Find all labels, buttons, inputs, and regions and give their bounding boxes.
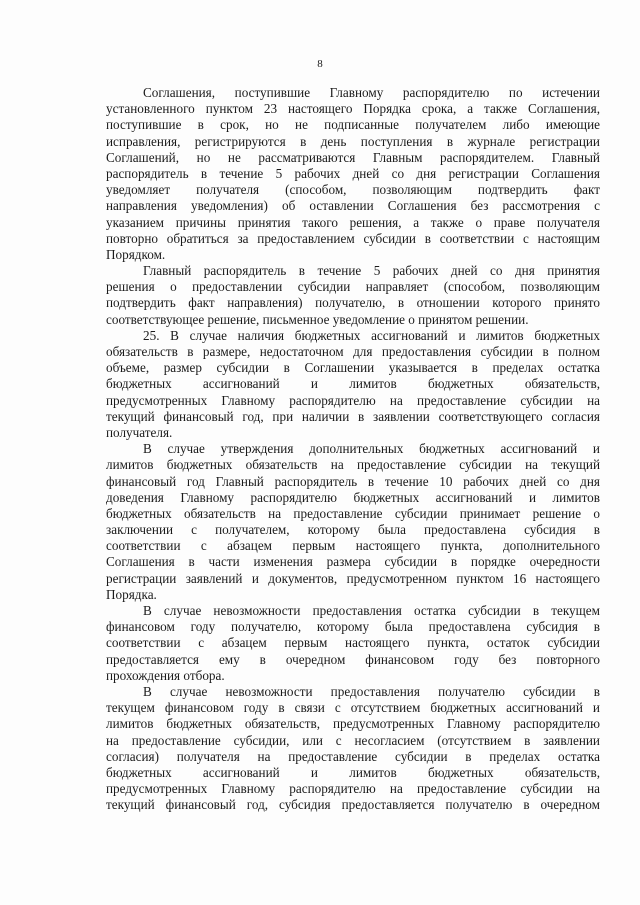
text-line: предусмотренных Главному распорядителю на предоставление субсидии на bbox=[106, 392, 600, 408]
text-line: на предоставление субсидии, или с несогласием (отсутствием в заявлении bbox=[106, 732, 600, 748]
text-line: Главный распорядитель в течение 5 рабочих дней со дня принятия bbox=[143, 263, 600, 279]
text-line: бюджетных обязательств на предоставление субсидии принимает решение о bbox=[106, 505, 600, 521]
paragraph bbox=[106, 441, 600, 603]
text-line: предоставляется ему в очередном финансовом году без повторного bbox=[106, 651, 600, 667]
text-line: предусмотренных Главному распорядителю на предоставление субсидии на bbox=[106, 781, 600, 797]
text-line: регистрации заявлений и документов, предусмотренном пунктом 16 настоящего bbox=[106, 570, 600, 586]
text-line: В случае невозможности предоставления получателю субсидии в bbox=[143, 683, 600, 699]
text-line: текущем финансовом году в связи с отсутствием бюджетных ассигнований и bbox=[106, 700, 600, 716]
paragraph bbox=[106, 603, 600, 684]
text-line: соответствии с абзацем первым настоящего пункта, остаток субсидии bbox=[106, 635, 600, 651]
text-line: установленного пунктом 23 настоящего Порядка срока, а также Соглашения, bbox=[106, 101, 600, 117]
text-line: доведения Главному распорядителю бюджетных ассигнований и лимитов bbox=[106, 489, 600, 505]
text-line: 25. В случае наличия бюджетных ассигнований и лимитов бюджетных bbox=[143, 327, 600, 343]
text-line: финансовый год Главный распорядитель в течение 10 рабочих дней со дня bbox=[106, 473, 600, 489]
text-line: уведомляет получателя (способом, позволяющим подтвердить факт bbox=[106, 182, 600, 198]
text-line: прохождения отбора. bbox=[106, 667, 225, 683]
text-line: лимитов бюджетных обязательств на предоставление субсидии на текущий bbox=[106, 457, 600, 473]
text-line: текущий финансовый год, при наличии в заявлении соответствующего согласия bbox=[106, 408, 600, 424]
paragraph bbox=[106, 85, 600, 263]
text-line: объеме, размер субсидии в Соглашении указывается в пределах остатка bbox=[106, 360, 600, 376]
text-line: указанием причины принятия такого решения, а также о праве получателя bbox=[106, 214, 600, 230]
paragraph bbox=[106, 328, 600, 441]
text-line: бюджетных ассигнований и лимитов бюджетных обязательств, bbox=[106, 764, 600, 780]
text-line: Соглашения в части изменения размера субсидии в порядке очередности bbox=[106, 554, 600, 570]
text-line: Порядком. bbox=[106, 246, 166, 262]
paragraph bbox=[106, 263, 600, 328]
text-line: поступившие в срок, но не подписанные получателем либо имеющие bbox=[106, 117, 600, 133]
text-line: решения о предоставлении субсидии направляет (способом, позволяющим bbox=[106, 279, 600, 295]
text-line: бюджетных ассигнований и лимитов бюджетных обязательств, bbox=[106, 376, 600, 392]
text-line: исправления, регистрируются в день поступления в журнале регистрации bbox=[106, 133, 600, 149]
text-line: Соглашения, поступившие Главному распорядителю по истечении bbox=[143, 85, 600, 100]
text-line: Порядка. bbox=[106, 586, 157, 602]
text-line: направления уведомления) об оставлении Соглашения без рассмотрения с bbox=[106, 198, 600, 214]
text-line: заключении с получателем, которому была предоставлена субсидия в bbox=[106, 522, 600, 538]
text-line: обязательств в размере, недостаточном для предоставления субсидии в полном bbox=[106, 344, 600, 359]
text-line: финансовом году получателю, которому была предоставлена субсидия в bbox=[106, 619, 600, 635]
document-body bbox=[106, 85, 600, 813]
text-line: получателя. bbox=[106, 424, 173, 440]
paragraph bbox=[106, 684, 600, 814]
text-line: соответствии с абзацем первым настоящего пункта, дополнительного bbox=[106, 538, 600, 554]
text-line: распорядитель в течение 5 рабочих дней со дня регистрации Соглашения bbox=[106, 165, 600, 181]
text-line: лимитов бюджетных обязательств, предусмотренных Главному распорядителю bbox=[106, 716, 600, 732]
text-line: В случае невозможности предоставления остатка субсидии в текущем bbox=[143, 603, 600, 618]
text-line: В случае утверждения дополнительных бюджетных ассигнований и bbox=[143, 441, 600, 457]
text-line: подтвердить факт направления) получателю, в отношении которого принято bbox=[106, 295, 600, 311]
text-line: повторно обратиться за предоставлением субсидии в соответствии с настоящим bbox=[106, 230, 600, 246]
text-line: текущий финансовый год, субсидия предоставляется получателю в очередном bbox=[106, 797, 600, 813]
text-line: Соглашений, но не рассматриваются Главным распорядителем. Главный bbox=[106, 149, 600, 165]
text-line: согласия) получателя на предоставление субсидии в пределах остатка bbox=[106, 748, 600, 764]
text-line: соответствующее решение, письменное уведомление о принятом решении. bbox=[106, 311, 529, 327]
page-number: 8 bbox=[317, 58, 323, 70]
